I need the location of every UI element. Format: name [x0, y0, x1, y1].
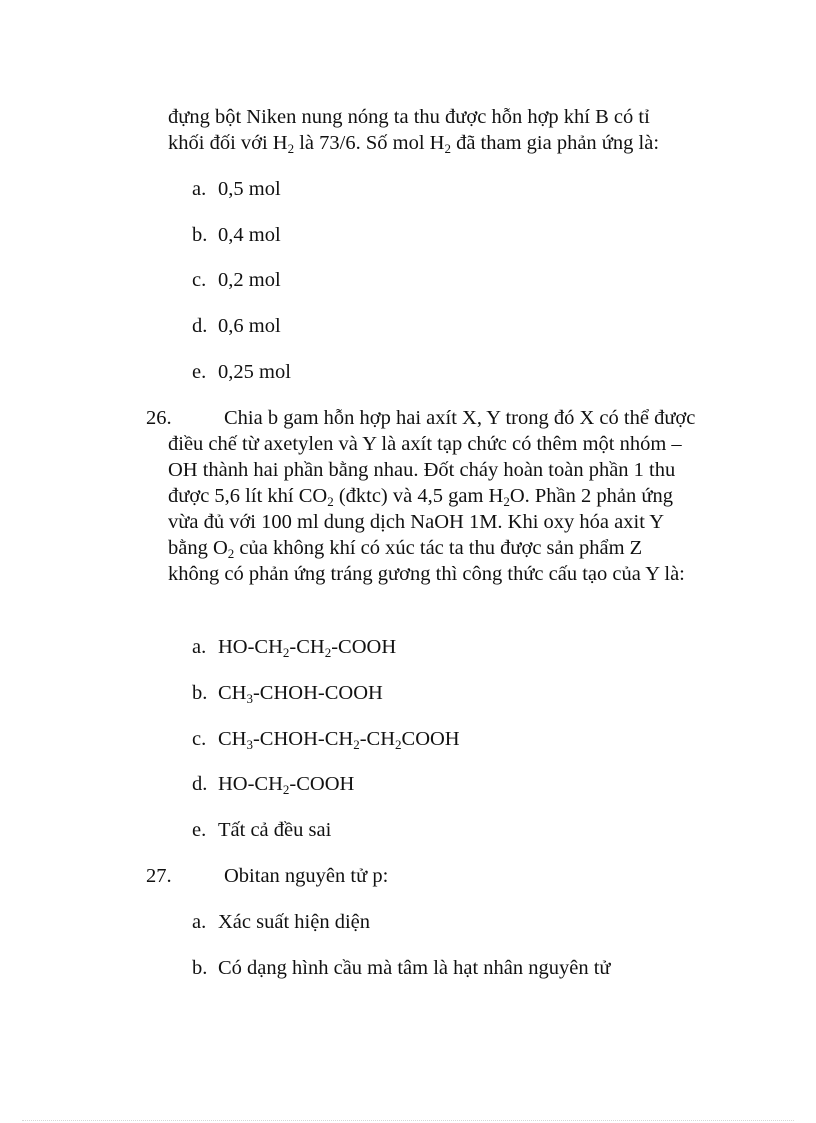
q26-option-e: e. Tất cả đều sai [192, 819, 332, 841]
page-bottom-divider [22, 1120, 794, 1121]
intro-line-1: đựng bột Niken nung nóng ta thu được hỗn hợp khí B có tỉ [168, 106, 650, 128]
q25-option-d: d. 0,6 mol [192, 315, 281, 337]
question-25-continuation: đựng bột Niken nung nóng ta thu được hỗn hợp khí B có tỉ khối đối với $H_2$ là 73/6. Số mol $H_2$ đã tham gia phản ứng là: [168, 106, 660, 156]
q27-option-a: a. Xác suất hiện diện [192, 911, 370, 933]
question-26-text: Chia b gam hỗn hợp hai axít X, Y trong đó X có thể được điều chế từ axetylen và Y là axít tạp chức có thêm một nhóm –OH thành hai phần bằng nhau. Đốt cháy hoàn toàn phần 1 thu được 5,6 lít khí $CO_2$ (đktc) và 4,5 gam $H_2O$. Phần 2 phản ứng vừa đủ với 100 ml dung dịch NaOH 1M. Khi oxy hóa axit Y bằng $O_2$ của không khí có xúc tác ta thu được sản phẩm Z không có phản ứng tráng gương thì công thức cấu tạo của Y là: [168, 407, 696, 585]
q25-option-b: b. 0,4 mol [192, 224, 281, 246]
q26-option-c: c. $CH_3-CHOH-CH_2-CH_2COOH$ [192, 728, 460, 752]
q25-option-a: a. 0,5 mol [192, 178, 281, 200]
q26-option-b: b. $CH_3-CHOH$-COOH [192, 682, 383, 706]
q25-option-c: c. 0,2 mol [192, 269, 281, 291]
q26-option-d: d. $HO-CH_2$-COOH [192, 773, 355, 797]
question-26-number: 26. [146, 407, 172, 429]
q25-option-e: e. 0,25 mol [192, 361, 291, 383]
question-27-text: Obitan nguyên tử p: [224, 865, 389, 887]
q27-option-b: b. Có dạng hình cầu mà tâm là hạt nhân nguyên tử [192, 957, 611, 979]
question-27-number: 27. [146, 865, 172, 887]
q26-option-a: a. $HO-CH_2-CH_2$-COOH [192, 636, 397, 660]
